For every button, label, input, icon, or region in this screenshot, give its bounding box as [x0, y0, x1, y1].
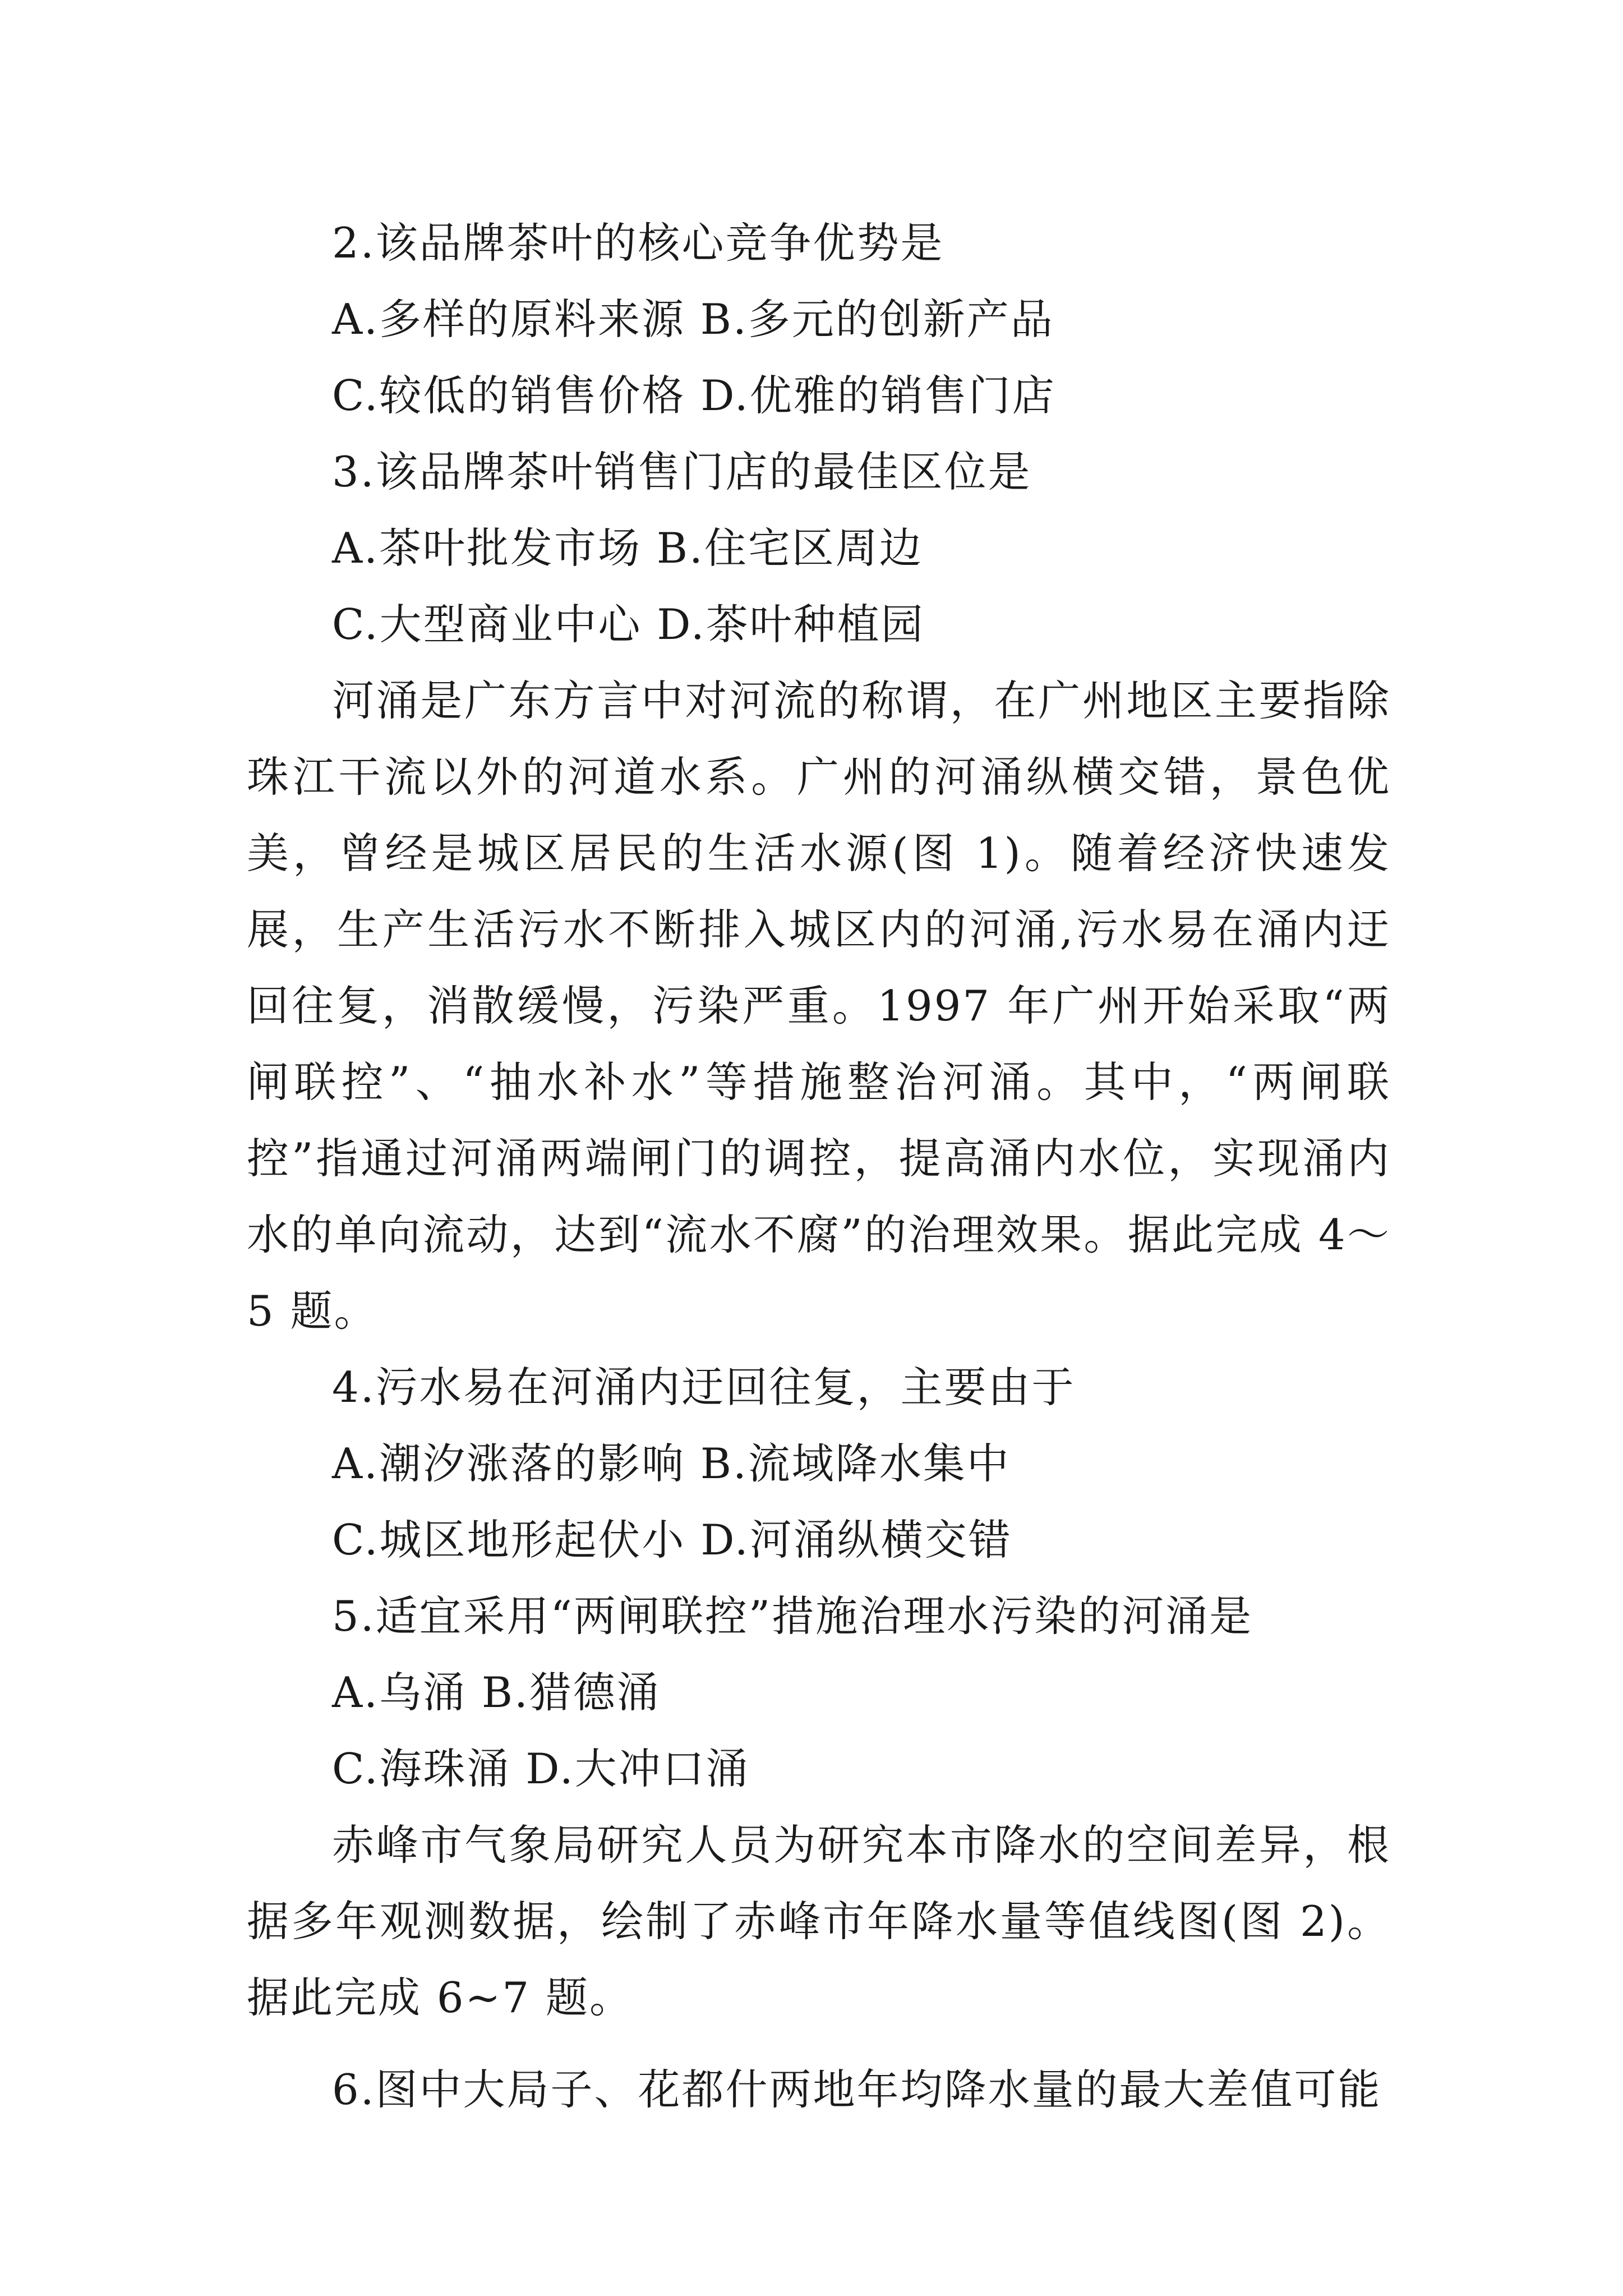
question-2-stem: 2.该品牌茶叶的核心竞争优势是	[332, 218, 944, 268]
question-5-stem: 5.适宜采用“两闸联控”措施治理水污染的河涌是	[332, 1591, 1253, 1641]
question-4-stem: 4.污水易在河涌内迂回往复，主要由于	[332, 1363, 1076, 1412]
spacer	[247, 2036, 1391, 2051]
question-2-options-cd: C.较低的销售价格 D.优雅的销售门店	[332, 371, 1056, 420]
passage-hechong: 河涌是广东方言中对河流的称谓，在广州地区主要指除珠江干流以外的河道水系。广州的河涌纵横交错，景色优美，曾经是城区居民的生活水源(图 1)。随着经济快速发展，生产生活污水不断排入城区内的河涌,污水易在涌内迂回往复，消散缓慢，污染严重。1997 年广州开始采取“两闸联控”、“抽水补水”等措施整治河涌。其中，“两闸联控”指通过河涌两端闸门的调控，提高涌内水位，实现涌内水的单向流动，达到“流水不腐”的治理效果。据此完成 4～5 题。	[247, 676, 1391, 1336]
question-3-options-ab: A.茶叶批发市场 B.住宅区周边	[332, 523, 923, 573]
question-5-options-ab: A.乌涌 B.猎德涌	[332, 1668, 661, 1717]
question-2-options-ab: A.多样的原料来源 B.多元的创新产品	[332, 295, 1054, 344]
question-4-options-ab: A.潮汐涨落的影响 B.流域降水集中	[332, 1439, 1011, 1488]
question-5-options-cd: C.海珠涌 D.大冲口涌	[332, 1744, 750, 1793]
question-3-options-cd: C.大型商业中心 D.茶叶种植园	[332, 600, 925, 649]
passage-chifeng: 赤峰市气象局研究人员为研究本市降水的空间差异，根据多年观测数据，绘制了赤峰市年降水量等值线图(图 2)。据此完成 6~7 题。	[247, 1820, 1391, 2022]
document-page	[247, 205, 1391, 2128]
question-4-options-cd: C.城区地形起伏小 D.河涌纵横交错	[332, 1515, 1012, 1565]
question-6-stem: 6.图中大局子、花都什两地年均降水量的最大差值可能	[332, 2065, 1382, 2114]
question-3-stem: 3.该品牌茶叶销售门店的最佳区位是	[332, 447, 1032, 496]
